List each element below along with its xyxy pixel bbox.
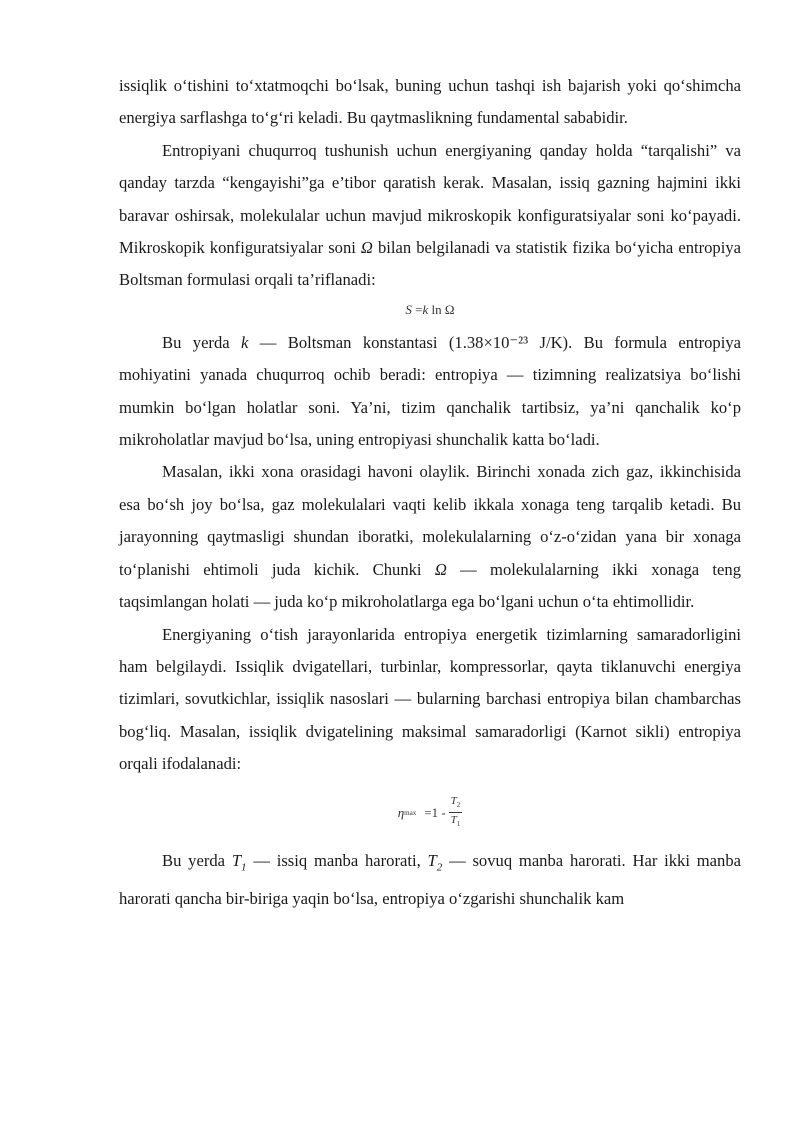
paragraph-6-text-c: — sovuq manba harorati. Har ikki manba harorati qancha bir-biriga yaqin bo‘lsa, entropiya o‘zgarishi shunchalik kam	[119, 850, 741, 909]
paragraph-3	[119, 327, 741, 457]
paragraph-3-text-a: Bu yerda	[162, 332, 242, 352]
paragraph-5-text: Energiyaning o‘tish jarayonlarida entropiya energetik tizimlarning samaradorligini ham belgilaydi. Issiqlik dvigatellari, turbinlar, kompressorlar, qayta tiklanuvchi energiya tizimlari, sovutkichlar, issiqlik nasoslari — bularning barchasi entropiya bilan chambarchas bog‘liq. Masalan, issiqlik dvigatelining maksimal samaradorligi (Karnot sikli) entropiya orqali ifodalanadi:	[119, 624, 741, 774]
denominator-t: T	[450, 814, 457, 827]
paragraph-4-text-b: — molekulalarning ikki xonaga teng taqsimlangan holati — juda ko‘p mikroholatlarga ega bo‘lgani uchun o‘ta ehtimollidir.	[119, 559, 741, 612]
carnot-formula	[119, 781, 741, 845]
omega-symbol: Ω	[434, 559, 447, 579]
paragraph-1	[119, 70, 741, 135]
paragraph-2-text-a: Entropiyani chuqurroq tushunish uchun energiyaning qanday holda “tarqalishi” va qanday tarzda “kengayishi”ga e’tibor qaratish kerak. Masalan, issiq gazning hajmini ikki baravar oshirsak, molekulalar uchun mavjud mikroskopik konfiguratsiyalar soni ko‘payadi. Mikroskopik konfiguratsiyalar soni	[119, 140, 741, 258]
formula-entropy-symbol: S	[405, 301, 412, 317]
paragraph-4	[119, 456, 741, 618]
paragraph-3-text-b: — Boltsman konstantasi (1.38×10⁻²³ J/K). Bu formula entropiya mohiyatini yanada chuqurroq ochib beradi: entropiya — tizimning realizatsiya bo‘lishi mumkin bo‘lgan holatlar soni. Ya’ni, tizim qanchalik tartibsiz, ya’ni qanchalik ko‘p mikroholatlar mavjud bo‘lsa, uning entropiyasi shunchalik katta bo‘ladi.	[119, 332, 741, 450]
formula-k-symbol: k	[422, 301, 429, 317]
k-symbol: k	[241, 332, 249, 352]
numerator-subscript: 2	[456, 801, 461, 810]
formula-fraction	[449, 794, 463, 831]
t2-symbol: T	[427, 850, 437, 870]
body-text	[119, 70, 741, 916]
paragraph-6	[119, 845, 741, 916]
paragraph-6-text-a: Bu yerda	[162, 850, 232, 870]
omega-symbol: Ω	[360, 238, 373, 258]
formula-equals: =	[415, 301, 423, 317]
t1-symbol: T	[231, 850, 242, 870]
fraction-denominator	[449, 813, 463, 831]
formula-equals-one-minus: =1 -	[424, 804, 446, 820]
denominator-subscript: 1	[456, 820, 461, 829]
t2-subscript: 2	[436, 860, 443, 873]
fraction-numerator	[449, 794, 463, 813]
paragraph-6-text-b: — issiq manba harorati,	[246, 850, 428, 870]
paragraph-5	[119, 619, 741, 781]
paragraph-1-text: issiqlik o‘tishini to‘xtatmoqchi bo‘lsak, buning uchun tashqi ish bajarish yoki qo‘shimcha energiya sarflashga to‘g‘ri keladi. Bu qaytmaslikning fundamental sababidir.	[119, 76, 741, 128]
formula-eta-subscript: max	[404, 808, 417, 817]
t1-subscript: 1	[241, 860, 247, 873]
boltzmann-formula	[119, 297, 741, 327]
formula-ln-omega: ln Ω	[431, 301, 455, 317]
paragraph-4-text-a: Masalan, ikki xona orasidagi havoni olaylik. Birinchi xonada zich gaz, ikkinchisida esa bo‘sh joy bo‘lsa, gaz molekulalari vaqti kelib ikkala xonaga teng tarqalib ketadi. Bu jarayonning qaytmasligi shundan iboratki, molekulalarning o‘z-o‘zidan yana bir xonaga to‘planishi ehtimoli juda kichik. Chunki	[119, 462, 741, 579]
paragraph-2	[119, 135, 741, 297]
numerator-t: T	[450, 794, 457, 807]
formula-eta-symbol: η	[397, 804, 405, 820]
paragraph-2-text-b: bilan belgilanadi va statistik fizika bo‘yicha entropiya Boltsman formulasi orqali ta’riflanadi:	[119, 238, 741, 290]
